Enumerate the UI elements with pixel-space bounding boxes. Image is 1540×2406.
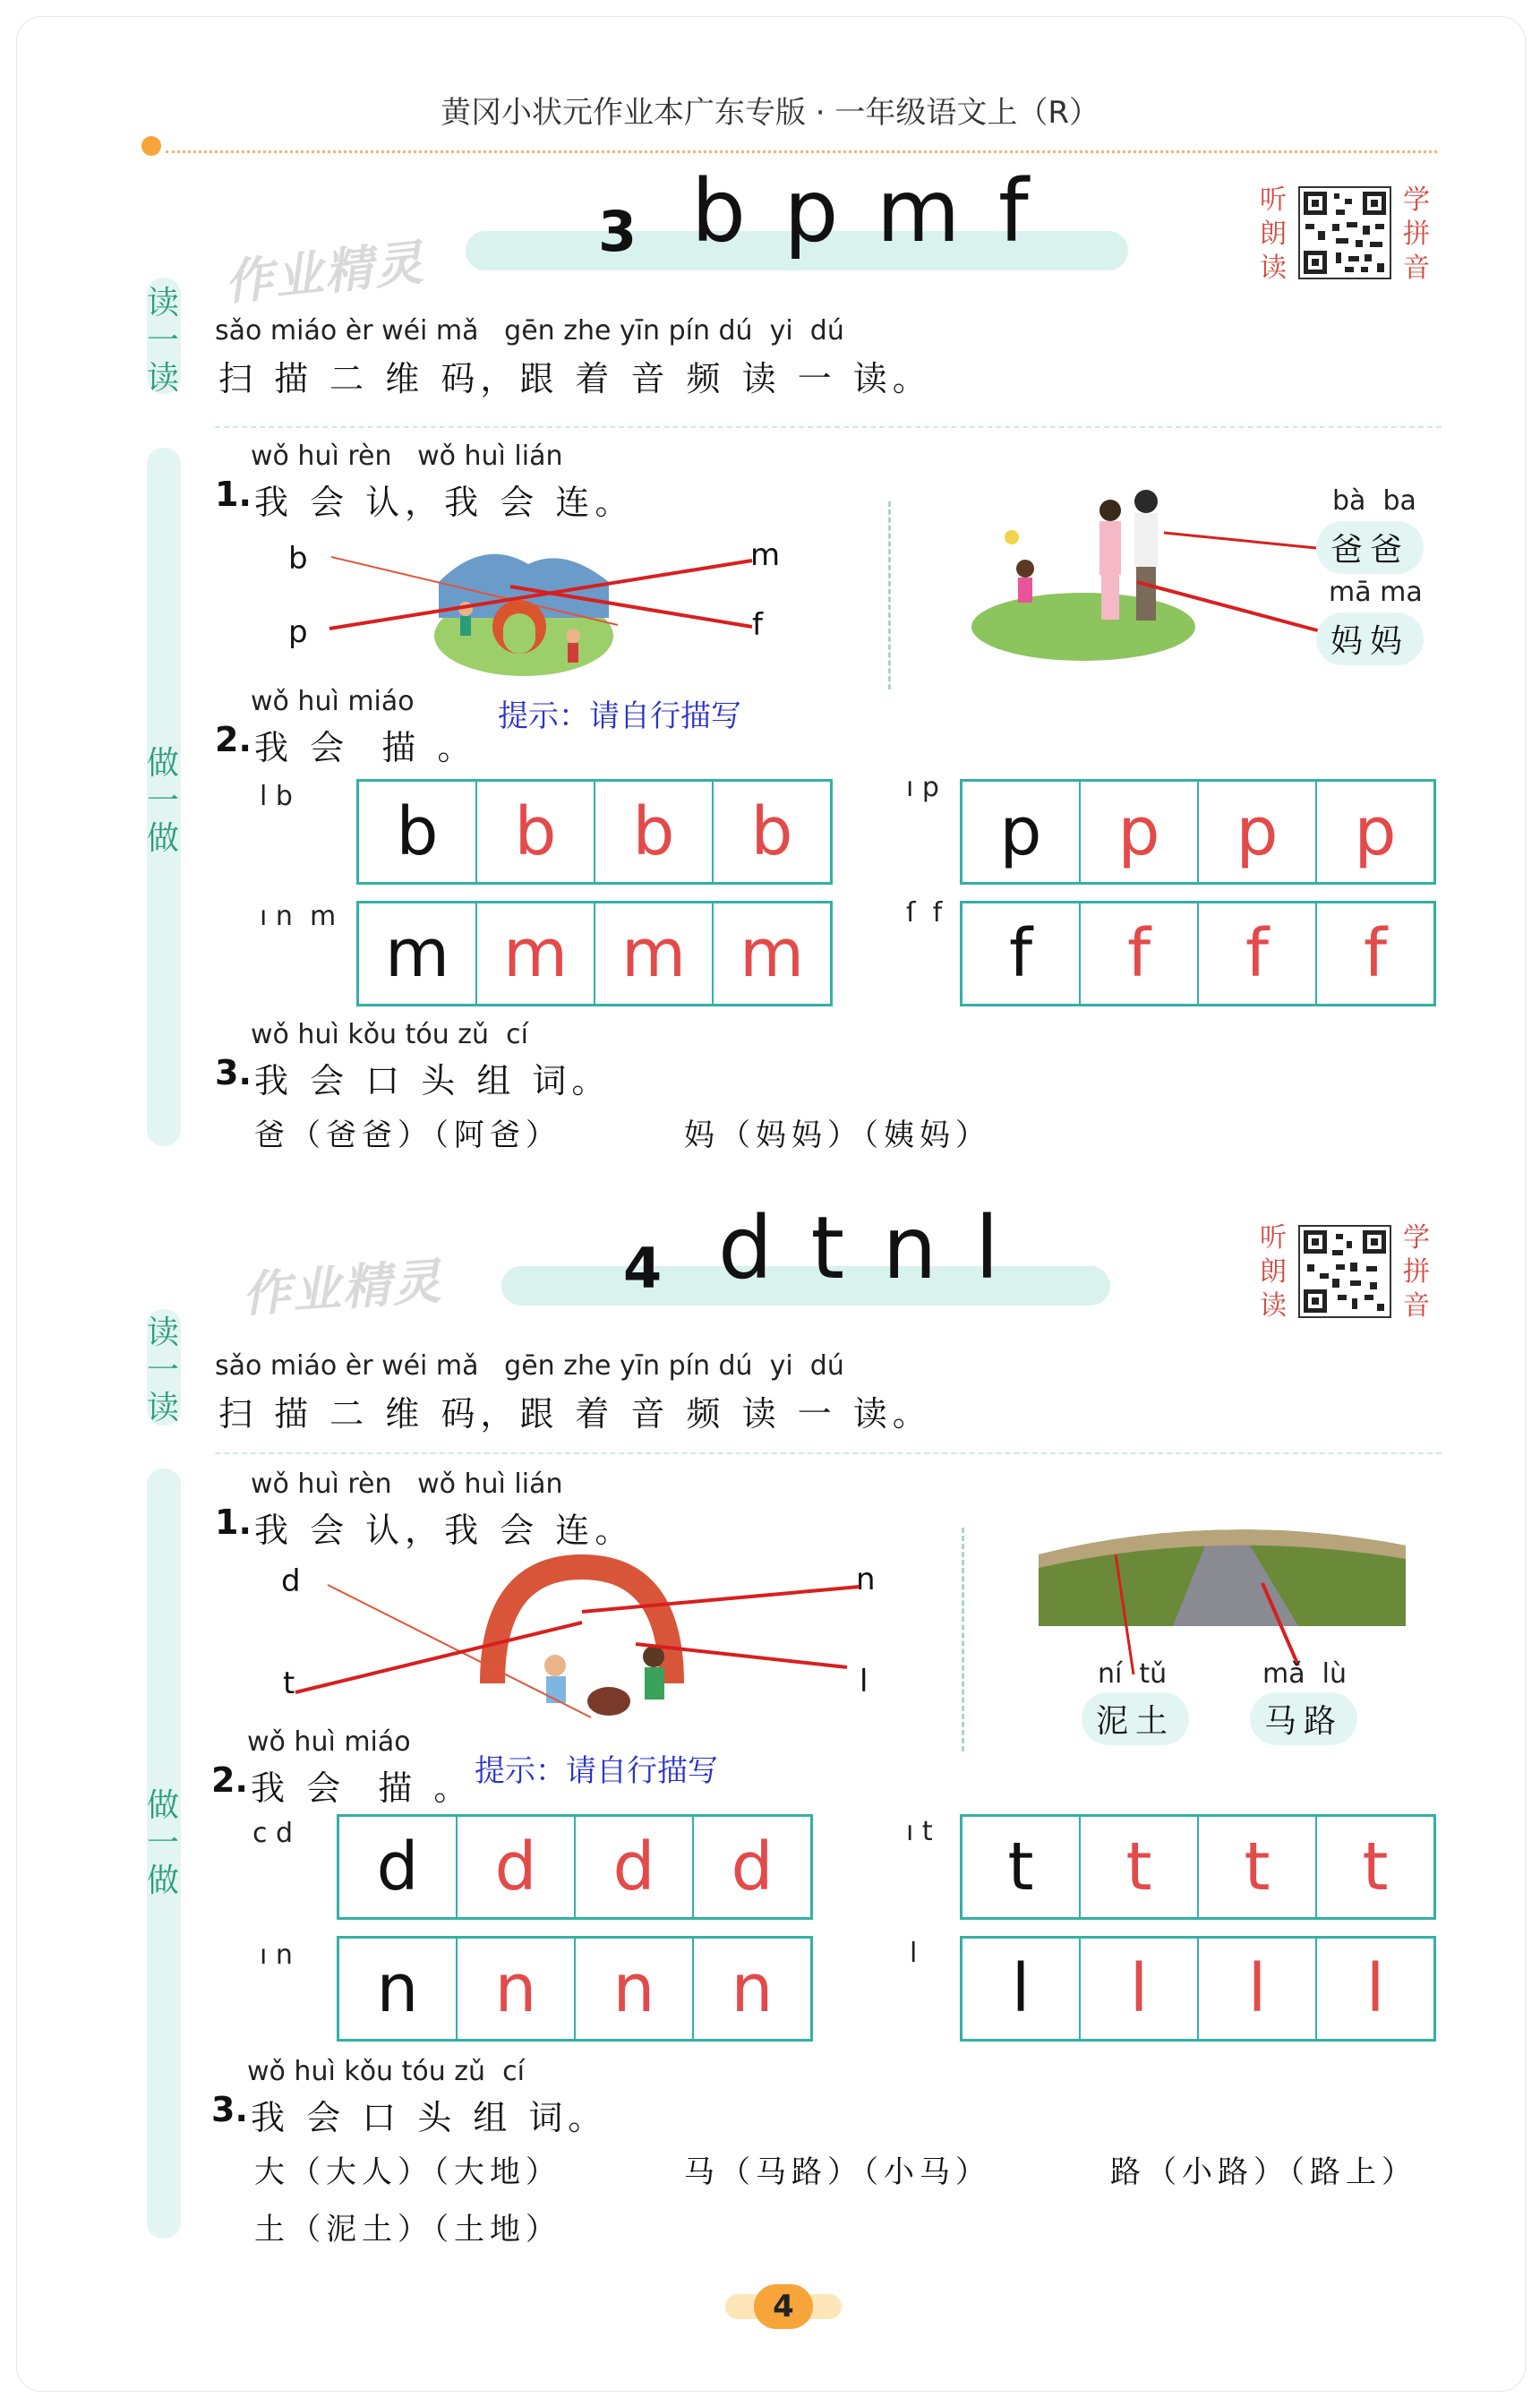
match-letter-p: p bbox=[288, 614, 308, 650]
header-divider bbox=[166, 150, 1437, 153]
lesson-4-q2-pinyin: wǒ huì miáo bbox=[247, 1726, 411, 1758]
lesson-3-q1-text: 我 会 认，我 会 连。 bbox=[254, 483, 635, 522]
trace-cell[interactable]: p bbox=[1354, 793, 1397, 870]
lesson-3-q3-text: 我 会 口 头 组 词。 bbox=[254, 1061, 612, 1100]
trace-cell[interactable]: m bbox=[477, 903, 595, 1004]
lesson-4-q1-text: 我 会 认，我 会 连。 bbox=[254, 1511, 635, 1550]
lesson-3-q1-number: 1. bbox=[215, 475, 252, 514]
trace-model-t: t bbox=[962, 1817, 1081, 1917]
stroke-hint-p: ı p bbox=[906, 772, 939, 803]
match-letter-d: d bbox=[281, 1563, 301, 1599]
trace-cell[interactable]: b bbox=[477, 782, 595, 882]
match-letter-b: b bbox=[288, 541, 308, 577]
trace-cell[interactable]: d bbox=[458, 1817, 576, 1917]
trace-cell[interactable]: p bbox=[1081, 782, 1199, 882]
qr-pinyin-label: 学 拼 音 bbox=[1403, 1222, 1430, 1322]
word-malu-pinyin: mǎ lù bbox=[1262, 1658, 1348, 1690]
word-malu: 马路 bbox=[1250, 1692, 1357, 1745]
trace-cell[interactable]: f bbox=[1363, 915, 1388, 992]
trace-cell[interactable]: l bbox=[1365, 1950, 1385, 2027]
lesson-4-title: d t n l bbox=[718, 1198, 1005, 1298]
stroke-hint-n: ı n bbox=[260, 1939, 293, 1971]
header-title: 黄冈小状元作业本广东专版 · 一年级语文上（R） bbox=[440, 95, 1100, 131]
lesson-3-q2-hint: 提示：请自行描写 bbox=[498, 698, 741, 734]
lesson-4-q2-text: 我 会 描 。 bbox=[251, 1768, 474, 1808]
lesson-3-title: b p m f bbox=[691, 161, 1034, 261]
page-number: 4 bbox=[754, 2284, 813, 2329]
trace-grid-d[interactable] bbox=[337, 1814, 813, 1920]
trace-grid-n[interactable] bbox=[337, 1936, 813, 2042]
trace-cell[interactable]: d bbox=[576, 1817, 694, 1917]
lesson-4-answer-4: 土（泥土）（土地） bbox=[254, 2212, 561, 2248]
match-letter-n: n bbox=[856, 1562, 876, 1597]
watermark: 作业精灵 bbox=[240, 1253, 445, 1323]
trace-cell[interactable]: b bbox=[595, 782, 714, 882]
lesson-4-q3-number: 3. bbox=[211, 2090, 248, 2129]
qr-code-lesson-3[interactable] bbox=[1298, 186, 1391, 279]
lesson-4-answer-3: 路（小路）（路上） bbox=[1110, 2154, 1417, 2190]
trace-model-d: d bbox=[339, 1817, 458, 1917]
lesson-3-answer-1: 爸（爸爸）（阿爸） bbox=[254, 1117, 561, 1153]
qr-code-lesson-4[interactable] bbox=[1298, 1225, 1391, 1318]
watermark: 作业精灵 bbox=[221, 234, 428, 312]
qr-listen-label: 听 朗 读 bbox=[1260, 1222, 1287, 1322]
stroke-hint-m: ı n m bbox=[260, 901, 337, 932]
trace-cell[interactable]: f bbox=[1199, 903, 1317, 1004]
trace-cell[interactable]: l bbox=[1199, 1939, 1317, 2039]
stroke-hint-l: l bbox=[910, 1938, 918, 1969]
trace-cell[interactable]: d bbox=[731, 1828, 774, 1905]
side-label-read-4: 读 一 读 bbox=[146, 1314, 179, 1426]
trace-model-l: l bbox=[962, 1939, 1081, 2039]
lesson-4-q1-pinyin: wǒ huì rèn wǒ huì lián bbox=[251, 1468, 563, 1500]
trace-cell[interactable]: t bbox=[1199, 1817, 1317, 1917]
lesson-3-q3-number: 3. bbox=[215, 1053, 252, 1092]
lesson-3-read-pinyin: sǎo miáo èr wéi mǎ gēn zhe yīn pín dú yi dú bbox=[215, 315, 844, 347]
stroke-hint-t: ı t bbox=[906, 1816, 933, 1847]
match-letter-l: l bbox=[860, 1664, 868, 1700]
side-label-do-4: 做 一 做 bbox=[146, 1787, 179, 1899]
trace-cell[interactable]: t bbox=[1362, 1828, 1389, 1905]
trace-grid-t[interactable] bbox=[960, 1814, 1436, 1920]
lesson-4-answer-2: 马（马路）（小马） bbox=[684, 2154, 991, 2190]
side-label-read-3: 读 一 读 bbox=[146, 285, 179, 397]
trace-model-n: n bbox=[339, 1939, 458, 2039]
trace-cell[interactable]: m bbox=[739, 915, 805, 992]
header-dot bbox=[141, 136, 161, 156]
trace-model-m: m bbox=[359, 903, 477, 1004]
trace-model-b: b bbox=[359, 782, 477, 882]
stroke-hint-d: c d bbox=[252, 1818, 294, 1849]
trace-cell[interactable]: b bbox=[750, 793, 793, 870]
trace-cell[interactable]: t bbox=[1081, 1817, 1199, 1917]
lesson-4-read-text: 扫 描 二 维 码，跟 着 音 频 读 一 读。 bbox=[218, 1394, 932, 1434]
trace-model-f: f bbox=[962, 903, 1081, 1004]
trace-cell[interactable]: f bbox=[1081, 903, 1199, 1004]
lesson-3-q2-text: 我 会 描 。 bbox=[254, 728, 477, 767]
lesson-3-family-lines bbox=[1119, 510, 1334, 645]
match-letter-m: m bbox=[750, 537, 781, 573]
lesson-3-q2-pinyin: wǒ huì miáo bbox=[251, 686, 415, 717]
lesson-3-answer-2: 妈（妈妈）（姨妈） bbox=[684, 1117, 991, 1153]
word-baba: 爸爸 bbox=[1316, 521, 1424, 574]
lesson-3-q2-number: 2. bbox=[215, 720, 252, 759]
word-nitu-pinyin: ní tǔ bbox=[1098, 1658, 1168, 1690]
trace-cell[interactable]: n bbox=[458, 1939, 576, 2039]
stroke-hint-b: l b bbox=[260, 781, 293, 812]
trace-model-p: p bbox=[962, 782, 1081, 882]
lesson-3-q1-pinyin: wǒ huì rèn wǒ huì lián bbox=[251, 441, 563, 472]
lesson-4-q1-divider bbox=[962, 1528, 964, 1751]
qr-pinyin-label: 学 拼 音 bbox=[1403, 184, 1430, 284]
lesson-3-read-text: 扫 描 二 维 码，跟 着 音 频 读 一 读。 bbox=[218, 359, 932, 398]
lesson-4-match-lines bbox=[278, 1558, 886, 1737]
trace-grid-m[interactable] bbox=[356, 901, 833, 1006]
trace-cell[interactable]: p bbox=[1199, 782, 1317, 882]
lesson-4-q3-pinyin: wǒ huì kǒu tóu zǔ cí bbox=[247, 2056, 525, 2087]
lesson-3-q1-divider bbox=[888, 501, 891, 689]
trace-cell[interactable]: n bbox=[576, 1939, 694, 2039]
trace-grid-l[interactable] bbox=[960, 1936, 1436, 2042]
lesson-4-q3-text: 我 会 口 头 组 词。 bbox=[251, 2098, 608, 2137]
trace-grid-p[interactable] bbox=[960, 779, 1436, 885]
lesson-3-number: 3 bbox=[598, 199, 637, 264]
trace-grid-b[interactable] bbox=[356, 779, 833, 885]
word-mama-pinyin: mā ma bbox=[1329, 577, 1423, 608]
trace-cell[interactable]: l bbox=[1081, 1939, 1199, 2039]
side-label-do-3: 做 一 做 bbox=[146, 745, 179, 857]
lesson-4-number: 4 bbox=[623, 1236, 663, 1301]
lesson-3-match-lines bbox=[287, 519, 788, 654]
lesson-4-q1-number: 1. bbox=[215, 1503, 252, 1542]
word-baba-pinyin: bà ba bbox=[1332, 485, 1416, 517]
trace-cell[interactable]: n bbox=[731, 1950, 774, 2027]
trace-grid-f[interactable] bbox=[960, 901, 1436, 1006]
lesson-4-separator bbox=[215, 1452, 1442, 1454]
match-letter-f: f bbox=[752, 607, 763, 643]
trace-cell[interactable]: m bbox=[595, 903, 714, 1004]
match-letter-t: t bbox=[283, 1665, 295, 1701]
word-nitu: 泥土 bbox=[1082, 1692, 1189, 1745]
lesson-4-q2-hint: 提示：请自行描写 bbox=[475, 1753, 718, 1789]
word-mama: 妈妈 bbox=[1316, 612, 1424, 665]
lesson-4-q2-number: 2. bbox=[211, 1760, 248, 1800]
qr-listen-label: 听 朗 读 bbox=[1260, 184, 1287, 284]
lesson-4-answer-1: 大（大人）（大地） bbox=[254, 2154, 561, 2190]
lesson-4-read-pinyin: sǎo miáo èr wéi mǎ gēn zhe yīn pín dú yi dú bbox=[215, 1350, 844, 1382]
stroke-hint-f: ſ f bbox=[906, 897, 943, 929]
lesson-3-separator bbox=[215, 426, 1442, 428]
lesson-3-q3-pinyin: wǒ huì kǒu tóu zǔ cí bbox=[251, 1019, 528, 1050]
